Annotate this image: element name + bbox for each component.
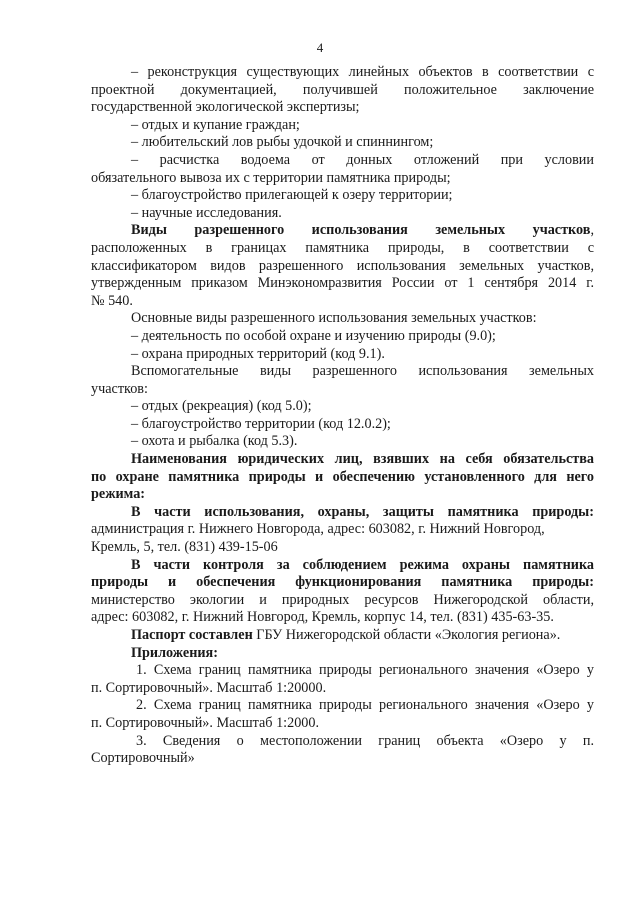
page-number: 4 (316, 40, 324, 55)
text-line: государственной экологической экспертизы; (91, 99, 360, 116)
section-heading: природы и обеспечения функционирования памятника природы: (91, 574, 594, 591)
text-line: Основные виды разрешенного использования земельных участков: (131, 310, 537, 327)
text-span: , (590, 222, 594, 239)
list-item: 3. Сведения о местоположении границ объекта «Озеро у п. (136, 732, 594, 749)
list-item: – благоустройство территории (код 12.0.2); (131, 415, 391, 432)
section-heading: Приложения: (131, 644, 218, 661)
text-span: ГБУ Нижегородской области «Экология региона». (252, 627, 561, 643)
section-heading: режима: (91, 486, 146, 503)
text-line: № 540. (91, 292, 133, 309)
section-heading: В части контроля за соблюдением режима охраны памятника (131, 556, 594, 573)
text-line: Кремль, 5, тел. (831) 439-15-06 (91, 539, 278, 556)
list-item: – реконструкция существующих линейных объектов в соответствии с (131, 64, 594, 80)
text-line: классификатором видов разрешенного использования земельных участков, (91, 257, 594, 274)
section-heading: Паспорт составлен (131, 627, 253, 643)
text-line: адрес: 603082, г. Нижний Новгород, Кремль, корпус 14, тел. (831) 435-63-35. (91, 609, 554, 626)
text-line: администрация г. Нижнего Новгорода, адрес: 603082, г. Нижний Новгород, (91, 521, 545, 538)
list-item: – деятельность по особой охране и изучению природы (9.0); (131, 327, 496, 344)
text-line (91, 627, 594, 645)
text-line: проектной документацией, получившей положительное заключение (91, 81, 594, 98)
list-item: – отдых (рекреация) (код 5.0); (131, 398, 312, 415)
list-item: 1. Схема границ памятника природы регионального значения «Озеро у (136, 662, 594, 679)
document-body (91, 64, 594, 768)
list-item: – расчистка водоема от донных отложений при условии (131, 151, 594, 168)
text-line: Вспомогательные виды разрешенного использования земельных (131, 363, 594, 380)
list-item: – благоустройство прилегающей к озеру территории; (131, 187, 453, 204)
list-item: 2. Схема границ памятника природы регионального значения «Озеро у (136, 697, 594, 714)
list-item: – отдых и купание граждан; (131, 116, 300, 133)
section-heading: Виды разрешенного использования земельных участков (131, 222, 591, 239)
section-heading: В части использования, охраны, защиты памятника природы: (131, 503, 594, 520)
text-line: участков: (91, 380, 148, 397)
list-item: – охрана природных территорий (код 9.1). (131, 345, 385, 362)
text-line: п. Сортировочный». Масштаб 1:2000. (91, 714, 320, 731)
list-item: – охота и рыбалка (код 5.3). (131, 433, 298, 450)
section-heading-line (91, 222, 594, 240)
section-heading: по охране памятника природы и обеспечению установленного для него (91, 468, 594, 485)
text-line: Сортировочный» (91, 750, 195, 767)
text-line: министерство экологии и природных ресурсов Нижегородской области, (91, 591, 594, 608)
text-line: п. Сортировочный». Масштаб 1:20000. (91, 679, 327, 696)
list-item: – любительский лов рыбы удочкой и спиннингом; (131, 134, 434, 151)
text-line: утвержденным приказом Минэкономразвития России от 1 сентября 2014 г. (91, 275, 594, 292)
text-line: расположенных в границах памятника природы, в соответствии с (91, 239, 594, 256)
list-item: – научные исследования. (131, 204, 282, 221)
section-heading: Наименования юридических лиц, взявших на себя обязательства (131, 451, 594, 468)
text-line: обязательного вывоза их с территории памятника природы; (91, 169, 451, 186)
